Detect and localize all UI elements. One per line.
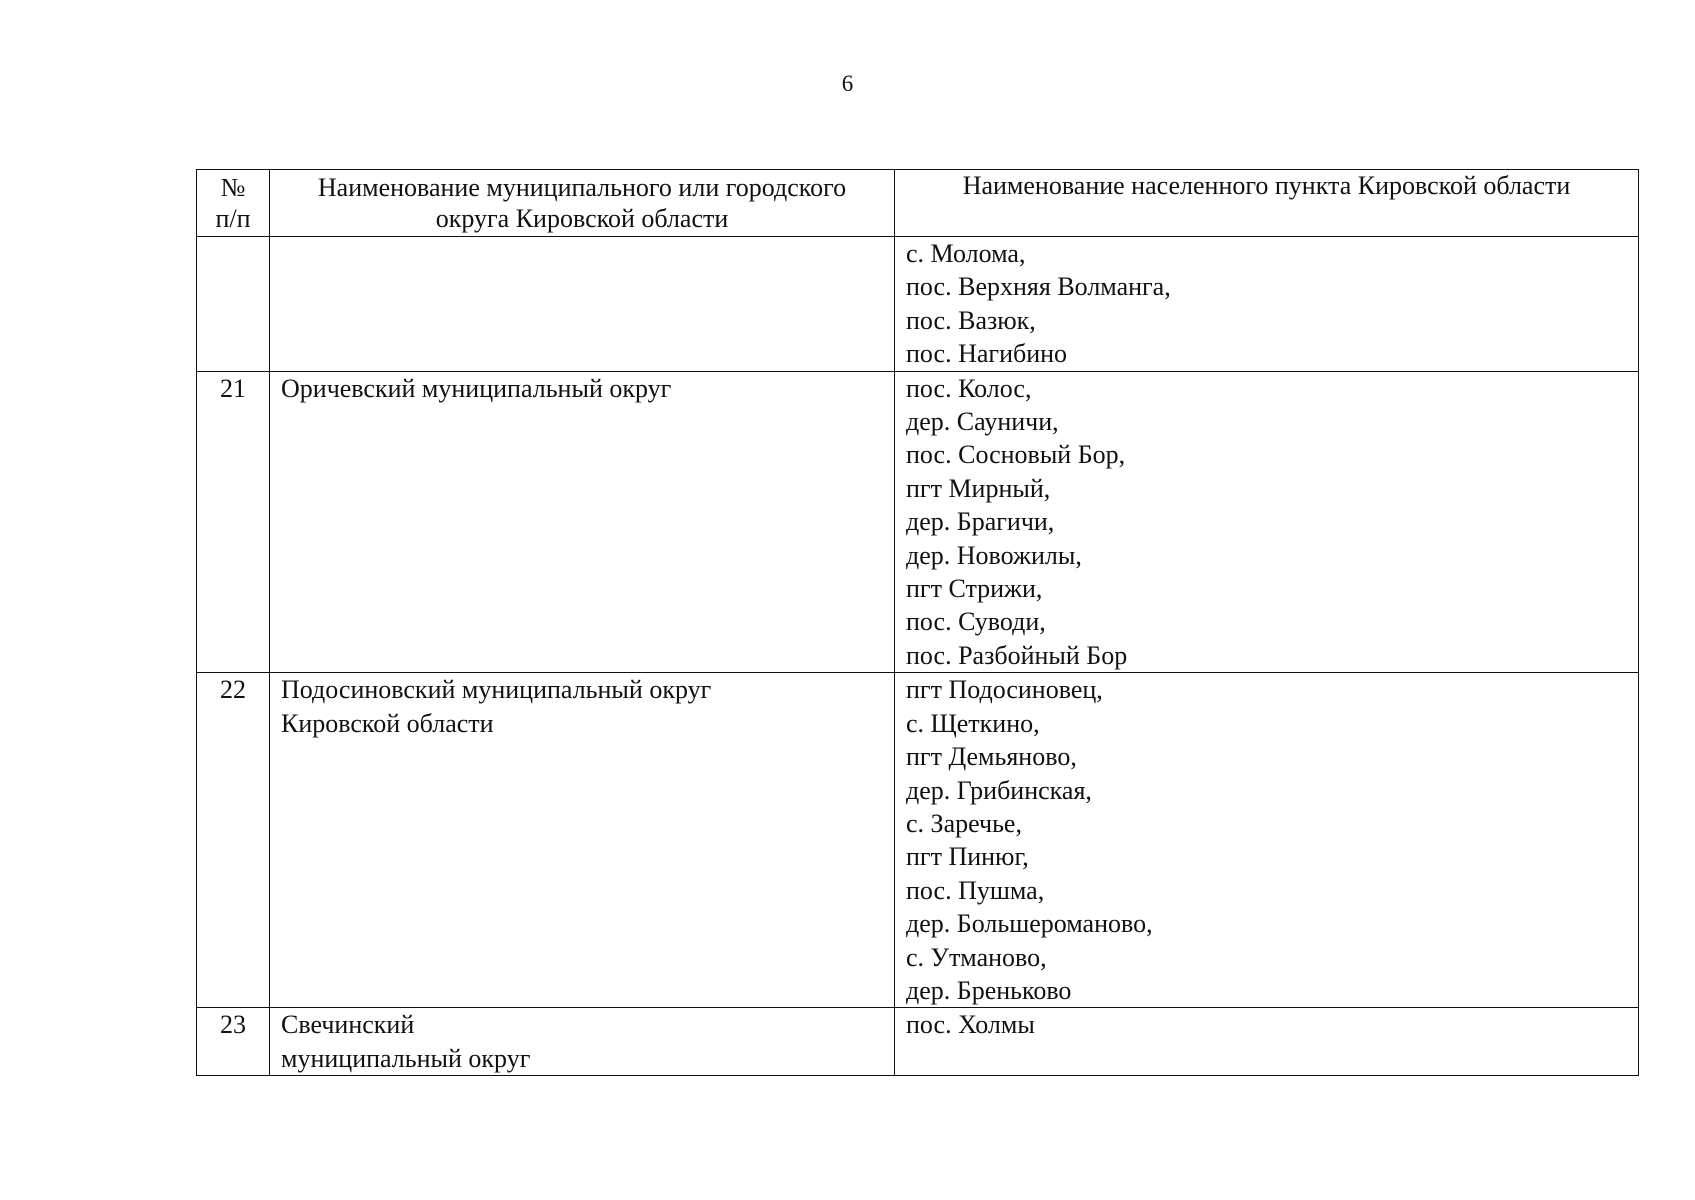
row-number-cell: 22: [197, 673, 270, 1008]
settlement-item: пгт Демьяново,: [906, 742, 1077, 772]
settlement-item: пос. Нагибино: [906, 339, 1068, 369]
settlement-item: пос. Верхняя Волманга,: [906, 272, 1171, 302]
settlement-item: с. Заречье,: [906, 808, 1022, 838]
settlement-item: с. Молома,: [906, 239, 1026, 268]
table-row: [197, 1008, 1639, 1076]
settlement-item: пос. Вазюк,: [906, 305, 1036, 335]
settlement-item: дер. Сауничи,: [906, 407, 1059, 437]
settlement-item: пос. Колос,: [906, 373, 1032, 403]
row-number-cell: 23: [197, 1008, 270, 1076]
header-num-line: №: [220, 173, 246, 202]
header-district-line: Наименование муниципального или городского: [317, 173, 847, 202]
settlement-item: дер. Грибинская,: [906, 775, 1092, 805]
district-name-line: Свечинский: [281, 1010, 415, 1040]
district-cell: [270, 1008, 895, 1076]
settlement-item: пгт Пинюг,: [906, 842, 1029, 872]
settlement-item: с. Утманово,: [906, 942, 1047, 972]
header-district: [270, 170, 895, 237]
settlement-cell: [895, 1008, 1639, 1076]
settlement-item: пгт Стрижи,: [906, 574, 1043, 604]
settlement-item: дер. Большероманово,: [906, 909, 1153, 939]
district-cell: [270, 237, 895, 372]
settlement-item: пос. Сосновый Бор,: [906, 440, 1126, 470]
settlement-item: пос. Холмы: [906, 1010, 1035, 1040]
settlement-item: дер. Брагичи,: [906, 507, 1055, 537]
table-row: [197, 371, 1639, 673]
settlement-item: с. Щеткино,: [906, 708, 1040, 738]
district-cell: [270, 673, 895, 1008]
settlement-item: пос. Разбойный Бор: [906, 640, 1128, 670]
settlement-item: пгт Мирный,: [906, 473, 1051, 503]
settlement-cell: [895, 237, 1639, 372]
header-settlement: [895, 170, 1639, 237]
district-name-line: Оричевский муниципальный округ: [281, 373, 672, 403]
header-num-line: п/п: [215, 204, 251, 233]
settlement-item: дер. Бреньково: [906, 975, 1072, 1005]
settlement-item: пгт Подосиновец,: [906, 675, 1103, 705]
district-name-line: Подосиновский муниципальный округ: [281, 675, 712, 705]
table-row: [197, 673, 1639, 1008]
table-header-row: [197, 170, 1639, 237]
district-cell: [270, 371, 895, 673]
settlement-cell: [895, 673, 1639, 1008]
district-name-line: Кировской области: [281, 708, 494, 738]
settlement-item: дер. Новожилы,: [906, 540, 1082, 570]
settlements-table: [196, 169, 1639, 1076]
row-number-cell: 21: [197, 371, 270, 673]
header-num: [197, 170, 270, 237]
district-name-line: муниципальный округ: [281, 1043, 531, 1073]
settlement-cell: [895, 371, 1639, 673]
settlement-item: пос. Пушма,: [906, 875, 1045, 905]
row-number-cell: [197, 237, 270, 372]
settlement-item: пос. Суводи,: [906, 607, 1046, 637]
header-settlement-line: Наименование населенного пункта Кировской области: [962, 171, 1571, 200]
table-row: [197, 237, 1639, 372]
page-number: 6: [841, 71, 854, 96]
header-district-line: округа Кировской области: [435, 204, 729, 233]
